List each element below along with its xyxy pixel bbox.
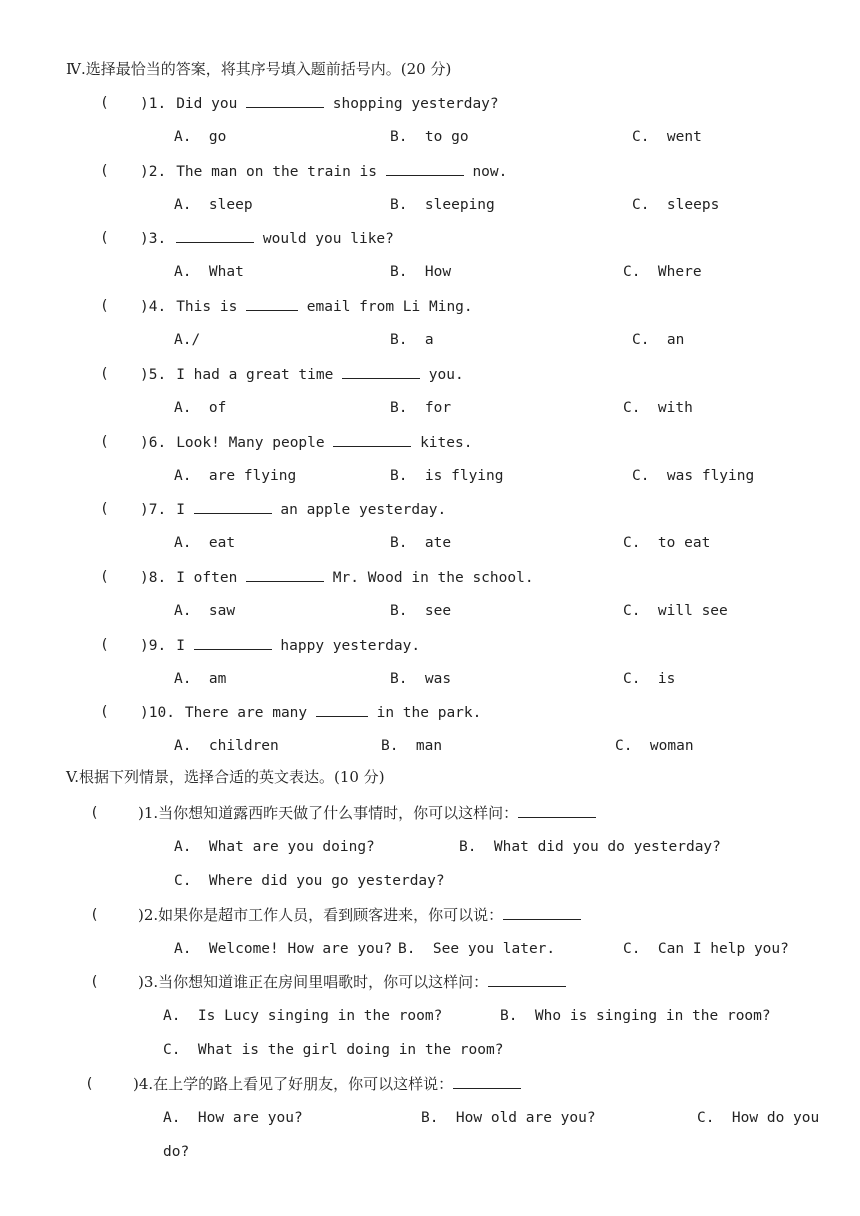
question-text-before: I often [176,569,247,586]
option: C. will see [623,602,728,619]
option: C. What is the girl doing in the room? [163,1042,504,1058]
answer-paren: ( [100,501,109,518]
answer-blank [316,702,368,717]
question-number: )5. [140,366,167,383]
answer-paren: ( [100,298,109,315]
option: C. Where [623,264,702,281]
answer-blank [246,567,324,582]
question-number: )10. [140,705,175,722]
question-text: 在上学的路上看见了好朋友，你可以这样说： [153,1075,454,1093]
answer-paren: ( [90,974,99,990]
question-text-before: I [176,502,194,519]
question-line [140,93,499,114]
answer-blank [246,296,298,311]
question-text-before: The man on the train is [176,163,386,180]
question-number: )8. [140,569,167,586]
question-text-after: would you like? [254,231,394,248]
option: C. Where did you go yesterday? [174,873,445,889]
answer-paren: ( [90,907,99,923]
option: C. with [623,399,693,416]
question-line [140,635,420,656]
option: A. of [174,399,227,416]
question-text-after: now. [463,163,508,180]
question-line [140,702,481,723]
option: B. to go [390,129,469,145]
question-number: )4. [133,1075,154,1093]
answer-blank [453,1074,521,1089]
option: C. went [632,129,702,145]
answer-blank [488,972,566,987]
answer-paren: ( [100,365,109,382]
question-text-after: an apple yesterday. [271,502,447,519]
question-text-after: kites. [411,434,473,451]
question-number: )3. [138,973,159,991]
question-text-after: in the park. [367,705,482,722]
option: A. saw [174,602,236,619]
question-number: )3. [140,231,167,248]
answer-blank [518,803,596,818]
answer-blank [194,635,272,650]
question-number: )4. [140,299,167,316]
answer-blank [333,432,411,447]
option: C. an [632,332,685,349]
option: C. woman [615,738,694,755]
option: C. sleeps [632,196,720,213]
question-text-after: email from Li Ming. [298,299,473,316]
answer-blank [342,364,420,379]
option: A. are flying [174,467,297,484]
question-number: )1. [138,804,159,822]
question-line [140,296,473,317]
answer-blank [246,93,324,108]
answer-paren: ( [100,230,109,247]
option: C. How do you [697,1110,820,1126]
option: B. is flying [390,467,504,484]
question-line [140,228,394,249]
answer-paren: ( [100,568,109,585]
question-number: )2. [140,163,167,180]
option: C. to eat [623,535,711,552]
option: A. children [174,738,279,755]
question-text-before: Look! Many people [176,434,334,451]
question-text: 当你想知道露西昨天做了什么事情时，你可以这样问： [158,804,519,822]
option: A./ [174,332,201,349]
question-line [133,1074,521,1094]
option: A. What are you doing? [174,839,375,855]
question-text-after: you. [420,366,464,383]
question-text: 如果你是超市工作人员，看到顾客进来，你可以说： [158,906,504,924]
option: A. sleep [174,196,253,213]
answer-blank [503,905,581,920]
answer-paren: ( [85,1076,94,1092]
question-text-before: Did you [176,96,247,112]
option: A. Is Lucy singing in the room? [163,1008,443,1024]
answer-paren: ( [100,433,109,450]
option: C. Can I help you? [623,941,789,957]
question-line [138,803,596,823]
question-line [138,972,566,992]
option: A. How are you? [163,1110,303,1126]
option: B. a [390,332,434,349]
question-text-before: I [176,637,194,654]
option: B. What did you do yesterday? [459,839,721,855]
option: B. for [390,399,452,416]
question-number: )6. [140,434,167,451]
question-number: )1. [140,96,167,112]
section-5-heading: V.根据下列情景，选择合适的英文表达。(10 分) [66,768,385,786]
option: C. was flying [632,467,755,484]
option: B. see [390,602,452,619]
question-text: 当你想知道谁正在房间里唱歌时，你可以这样问： [158,973,489,991]
answer-paren: ( [100,704,109,721]
option: C. is [623,670,676,687]
option: B. See you later. [398,941,556,957]
question-text-after: shopping yesterday? [324,96,499,112]
question-text-before: There are many [184,705,316,722]
question-line [138,905,581,925]
answer-blank [194,499,272,514]
option: B. ate [390,535,452,552]
question-text-after: Mr. Wood in the school. [324,569,534,586]
question-line [140,364,464,385]
option: A. am [174,670,227,687]
question-line [140,161,507,182]
question-line [140,567,534,588]
option: A. go [174,129,227,145]
option-continuation: do? [163,1144,190,1160]
question-line [140,432,472,453]
answer-blank [386,161,464,176]
option: A. eat [174,535,236,552]
answer-paren: ( [90,805,99,821]
answer-paren: ( [100,162,109,179]
answer-paren: ( [100,636,109,653]
question-text-before: I had a great time [176,366,343,383]
option: B. How [390,264,452,281]
question-number: )7. [140,502,167,519]
option: B. man [381,738,443,755]
answer-paren: ( [100,95,109,111]
question-text-after: happy yesterday. [271,637,421,654]
question-line [140,499,446,520]
question-number: )9. [140,637,167,654]
option: B. sleeping [390,196,495,213]
option: B. was [390,670,452,687]
option: A. Welcome! How are you? [174,941,393,957]
option: B. How old are you? [421,1110,596,1126]
option: A. What [174,264,244,281]
question-text-before: This is [176,299,247,316]
question-number: )2. [138,906,159,924]
section-4-heading: Ⅳ.选择最恰当的答案，将其序号填入题前括号内。(20 分) [66,60,452,78]
option: B. Who is singing in the room? [500,1008,771,1024]
answer-blank [176,228,254,243]
